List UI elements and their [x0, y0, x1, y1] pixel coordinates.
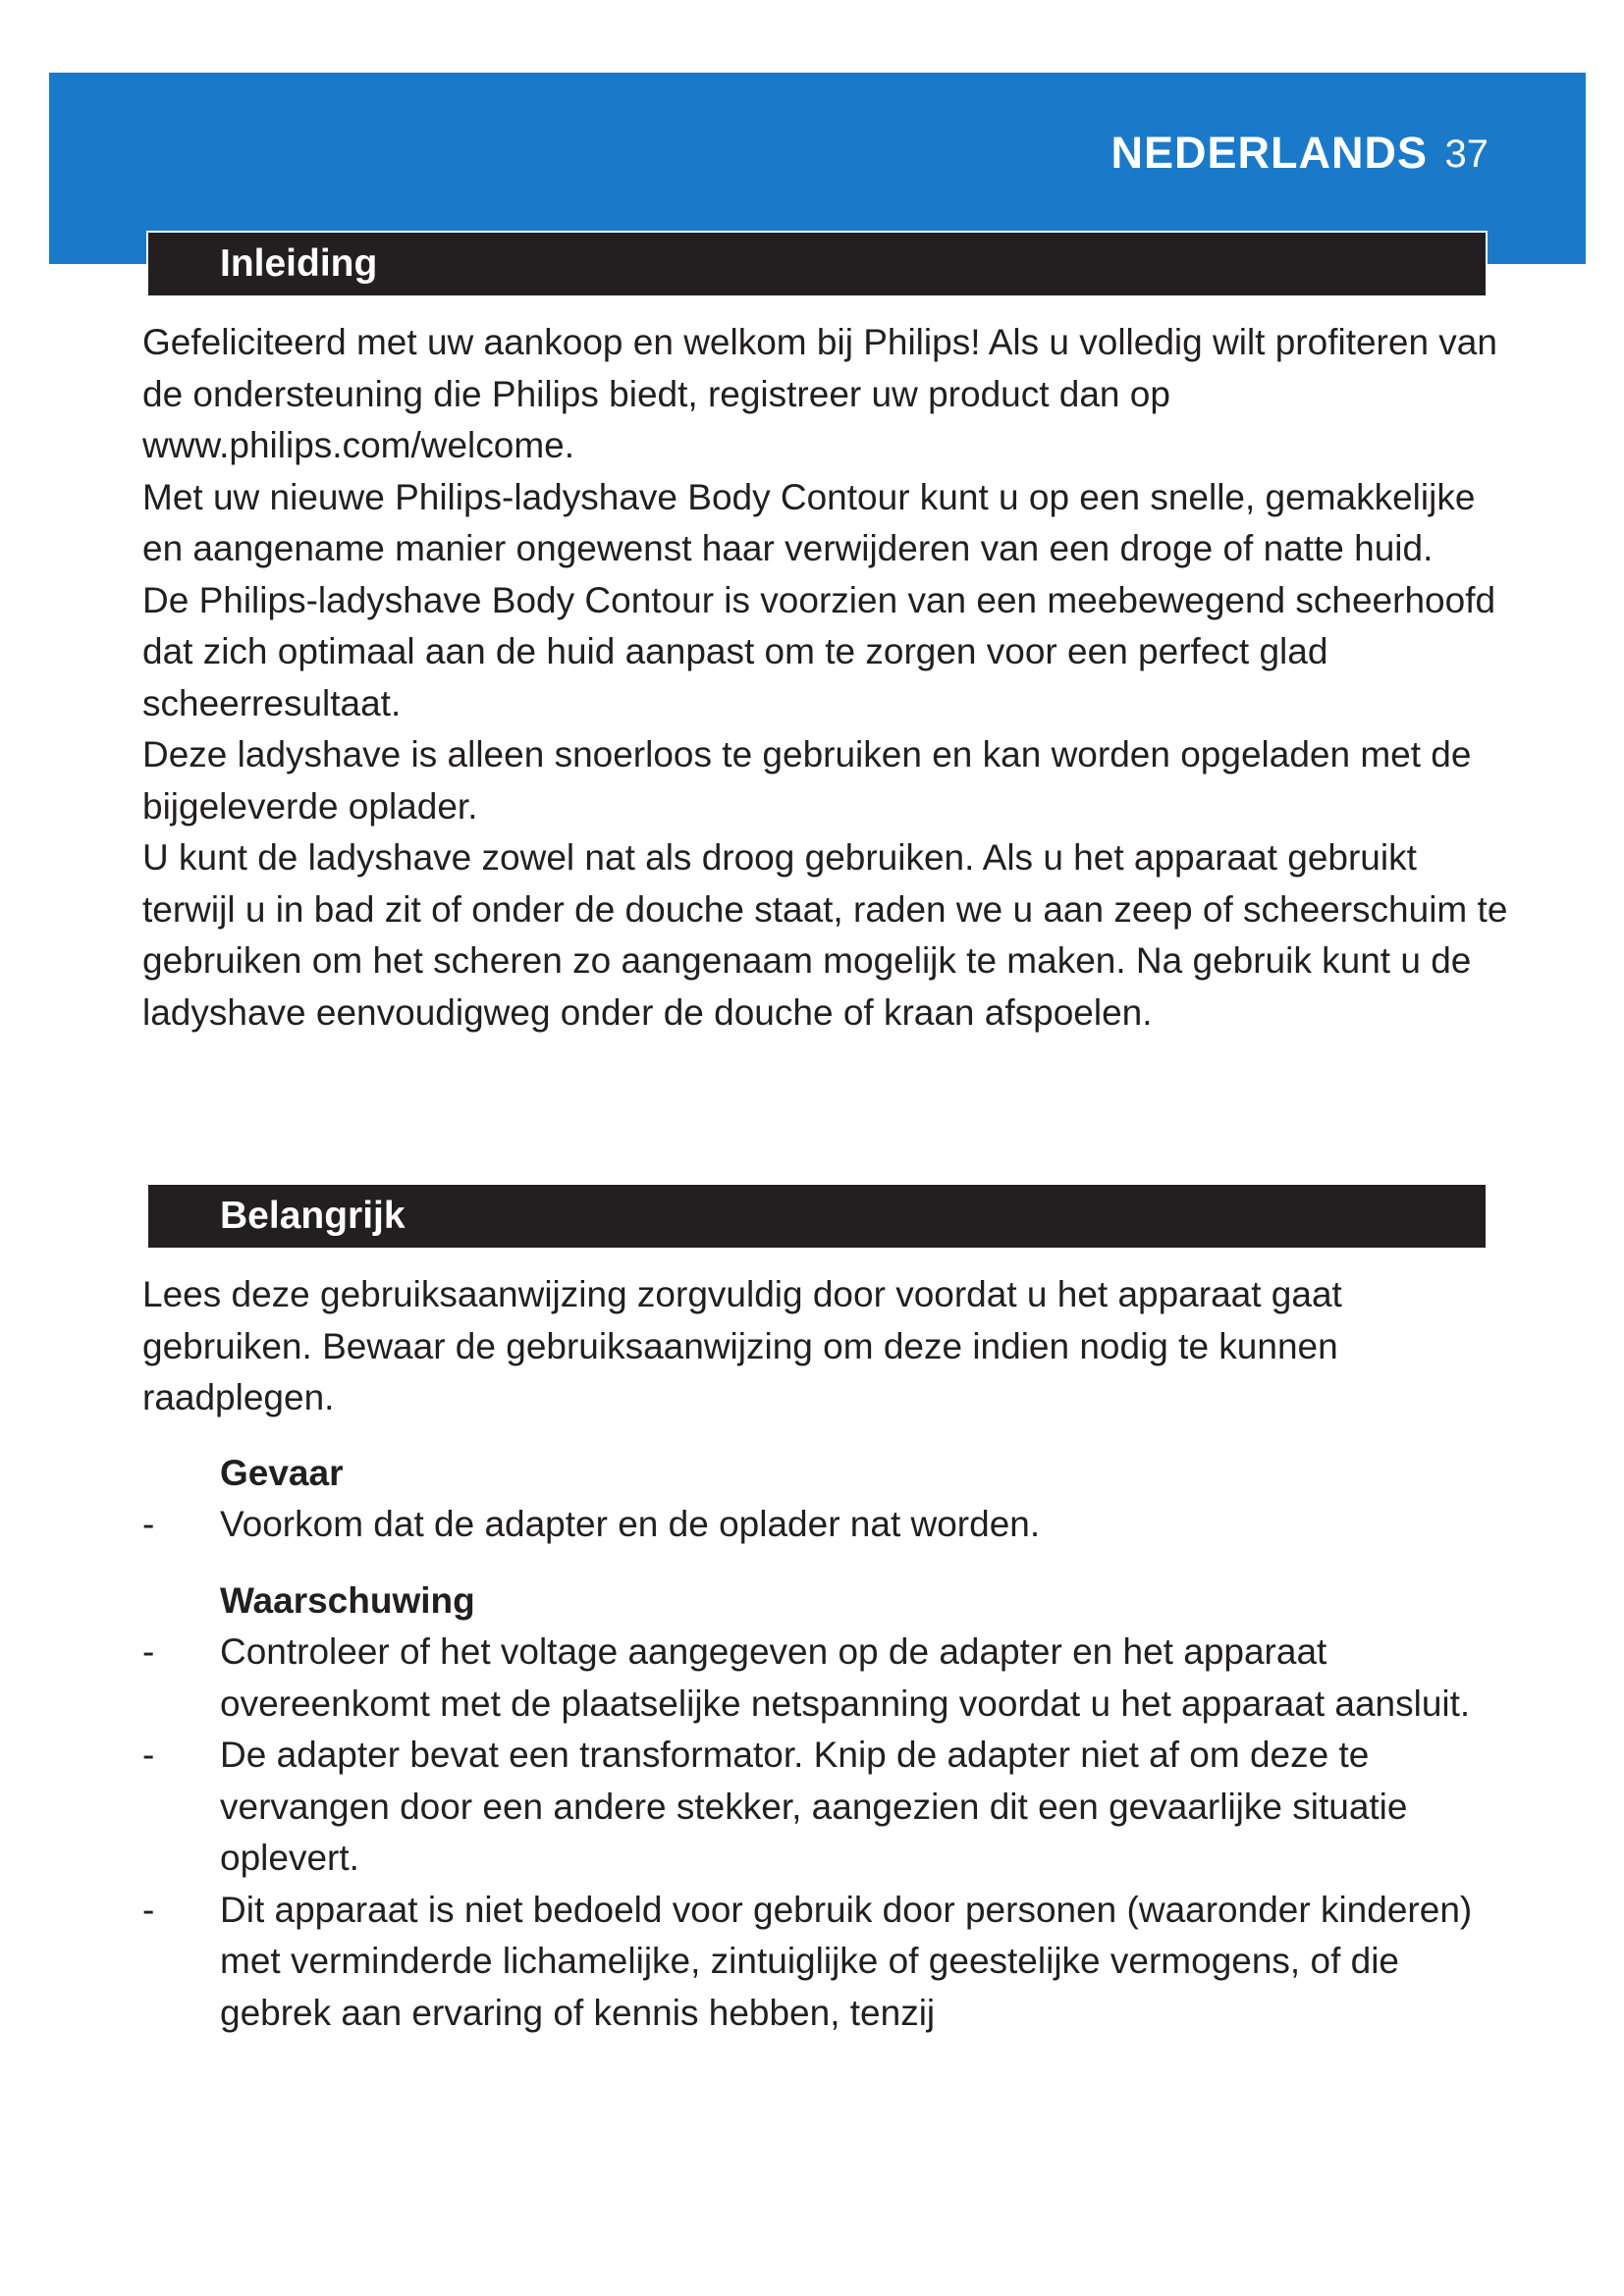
list-item — [142, 1730, 1497, 1885]
intro-paragraph-2: Met uw nieuwe Philips-ladyshave Body Contour kunt u op een snelle, gemakkelijke en aangename manier ongewenst haar verwijderen van een droge of natte huid. — [142, 476, 1476, 568]
section-title-inleiding: Inleiding — [148, 233, 1486, 295]
danger-item-1: Voorkom dat de adapter en de oplader nat worden. — [220, 1504, 1041, 1544]
list-item — [142, 1499, 1497, 1551]
intro-paragraph-4: Deze ladyshave is alleen snoerloos te gebruiken en kan worden opgeladen met de bijgeleverde oplader. — [142, 734, 1472, 827]
danger-list — [142, 1499, 1497, 1551]
important-text — [142, 1269, 1517, 1424]
section-title-belangrijk: Belangrijk — [148, 1185, 1486, 1248]
danger-heading: Gevaar — [220, 1453, 344, 1493]
intro-paragraph-3: De Philips-ladyshave Body Contour is voorzien van een meebewegend scheerhoofd dat zich optimaal aan de huid aanpast om te zorgen voor een perfect glad scheerresultaat. — [142, 579, 1496, 723]
warning-list — [142, 1627, 1497, 2039]
intro-paragraph-1: Gefeliciteerd met uw aankoop en welkom bij Philips! Als u volledig wilt profiteren van de ondersteuning die Philips biedt, registreer uw product dan op www.philips.com/welcome. — [142, 322, 1497, 465]
important-paragraph: Lees deze gebruiksaanwijzing zorgvuldig door voordat u het apparaat gaat gebruiken. Bewaar de gebruiksaanwijzing om deze indien nodig te kunnen raadplegen. — [142, 1274, 1342, 1417]
bullet-dash: - — [142, 1631, 155, 1672]
warning-item-2: De adapter bevat een transformator. Knip de adapter niet af om deze te vervangen door een andere stekker, aangezien dit een gevaarlijke situatie oplevert. — [220, 1735, 1408, 1878]
bullet-dash: - — [142, 1735, 155, 1775]
bullet-dash: - — [142, 1889, 155, 1930]
warning-heading: Waarschuwing — [220, 1580, 475, 1621]
warning-item-3: Dit apparaat is niet bedoeld voor gebruik door personen (waaronder kinderen) met verminderde lichamelijke, zintuiglijke of geestelijke vermogens, of die gebrek aan ervaring of kennis hebben, tenzij — [220, 1889, 1473, 2033]
intro-paragraph-5: U kunt de ladyshave zowel nat als droog gebruiken. Als u het apparaat gebruikt terwijl u in bad zit of onder de douche staat, raden we u aan zeep of scheerschuim te gebruiken om het scheren zo aangenaam mogelijk te maken. Na gebruik kunt u de ladyshave eenvoudigweg onder de douche of kraan afspoelen. — [142, 837, 1508, 1033]
list-item — [142, 1885, 1497, 2040]
header-language: NEDERLANDS — [1110, 128, 1428, 178]
bullet-dash: - — [142, 1504, 155, 1544]
intro-text — [142, 317, 1517, 1039]
list-item — [142, 1627, 1497, 1730]
page-number: 37 — [1444, 133, 1489, 176]
warning-item-1: Controleer of het voltage aangegeven op de adapter en het apparaat overeenkomt met de plaatselijke netspanning voordat u het apparaat aansluit. — [220, 1631, 1471, 1724]
